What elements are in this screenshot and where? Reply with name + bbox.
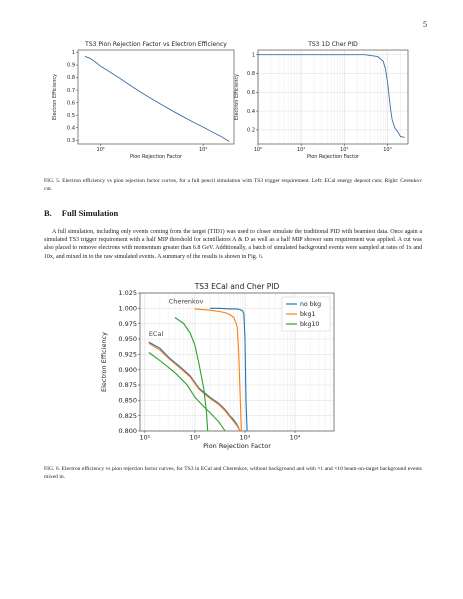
x-tick-label: 10² [189, 433, 201, 442]
figure-6-chart [96, 283, 346, 453]
y-tick-label: 0.9 [67, 62, 75, 69]
y-tick-label: 0.8 [247, 71, 255, 78]
figure-5-right-chart [228, 36, 418, 166]
x-axis-label: Pion Rejection Factor [129, 154, 183, 160]
section-title: Full Simulation [61, 208, 119, 218]
series-line [149, 343, 240, 431]
page-number: 5 [423, 20, 427, 29]
y-tick-label: 0.7 [67, 87, 75, 94]
x-tick-label: 10¹ [296, 147, 306, 153]
y-tick-label: 0.5 [67, 112, 75, 119]
y-tick-label: 1 [71, 50, 75, 57]
ecal-efficiency-chart [44, 36, 244, 166]
x-tick-label: 10² [340, 147, 349, 153]
y-tick-label: 1.025 [118, 289, 137, 298]
y-tick-label: 0.4 [247, 108, 255, 115]
x-tick-label: 10³ [383, 147, 392, 153]
x-axis-label: Pion Rejection Factor [306, 154, 360, 160]
y-tick-label: 0.925 [118, 350, 137, 359]
plot-frame [78, 50, 234, 144]
chart-title: TS3 Pion Rejection Factor vs Electron Efficiency [85, 41, 227, 48]
y-tick-label: 0.2 [247, 127, 255, 134]
section-paragraph [44, 228, 422, 261]
y-tick-label: 0.825 [118, 411, 137, 420]
legend-label: bkg10 [300, 321, 320, 329]
series-line [195, 309, 242, 431]
legend-label: bkg1 [300, 311, 316, 319]
y-axis-label: Electron Efficiency [52, 73, 58, 121]
y-axis-label: Electron Efficiency [234, 73, 240, 121]
y-tick-label: 0.6 [247, 89, 255, 96]
x-tick-label: 10¹ [96, 147, 105, 153]
y-tick-label: 0.950 [118, 335, 137, 344]
y-tick-label: 0.4 [67, 125, 75, 132]
y-tick-label: 0.800 [118, 427, 137, 436]
series-line [149, 342, 240, 431]
x-tick-label: 10⁴ [289, 433, 301, 442]
y-tick-label: 1 [251, 52, 255, 59]
legend-label: no bkg [300, 301, 322, 309]
chart-title: TS3 ECal and Cher PID [194, 283, 280, 291]
ecal-annotation: ECal [148, 329, 164, 338]
cherenkov-annotation: Cherenkov [168, 297, 204, 306]
chart-title: TS3 1D Cher PID [308, 41, 358, 48]
y-tick-label: 0.3 [67, 137, 75, 144]
figure-5-left-chart [44, 36, 244, 166]
y-axis-label: Electron Efficiency [100, 331, 108, 393]
x-tick-label: 10² [198, 147, 208, 153]
x-tick-label: 10¹ [139, 433, 151, 442]
y-tick-label: 0.6 [67, 100, 75, 107]
y-tick-label: 0.900 [118, 365, 137, 374]
y-tick-label: 0.8 [67, 75, 75, 82]
y-tick-label: 0.875 [118, 381, 137, 390]
paragraph-end: . [261, 253, 264, 260]
ecal-cher-pid-chart [96, 283, 346, 453]
x-tick-label: 10³ [239, 433, 251, 442]
x-tick-label: 10⁰ [253, 147, 263, 153]
section-heading [44, 208, 118, 218]
figure-6-caption: FIG. 6. Electron efficiency vs pion rejection factor curves, for TS3 in ECal and Cherenkov, without background and with ×1 and ×10 beam-on-target background events mixed in. [44, 466, 422, 480]
figure-6-reference[interactable]: 6 [258, 253, 262, 260]
y-tick-label: 0.975 [118, 319, 137, 328]
x-axis-label: Pion Rejection Factor [203, 442, 271, 450]
cherenkov-efficiency-chart [228, 36, 418, 166]
y-tick-label: 1.000 [118, 304, 137, 313]
section-number: B. [44, 208, 52, 218]
paragraph-text: A full simulation, including only events coming from the target (TID1) was used to closer simulate the traditional PID with beamtest data. Once again a simulated TS3 trigger requirement with a half MIP threshold for scintillators A & D as well as a half MIP shower sum requirement was applied. A cut was also placed to remove electrons with momentum greater than 6.8 GeV. Additionally, a batch of simulated background events were sampled at rates of 1x and 10x, and mixed in to the raw simulated events. A summary of the results is shown in Fig. [44, 229, 422, 260]
figure-5-caption: FIG. 5. Electron efficiency vs pion rejection factor curves, for a full pencil simulation with TS3 trigger requirement. Left: ECal energy deposit cuts; Right: Cerenkov cut. [44, 178, 422, 192]
series-line [85, 56, 229, 141]
y-tick-label: 0.850 [118, 396, 137, 405]
